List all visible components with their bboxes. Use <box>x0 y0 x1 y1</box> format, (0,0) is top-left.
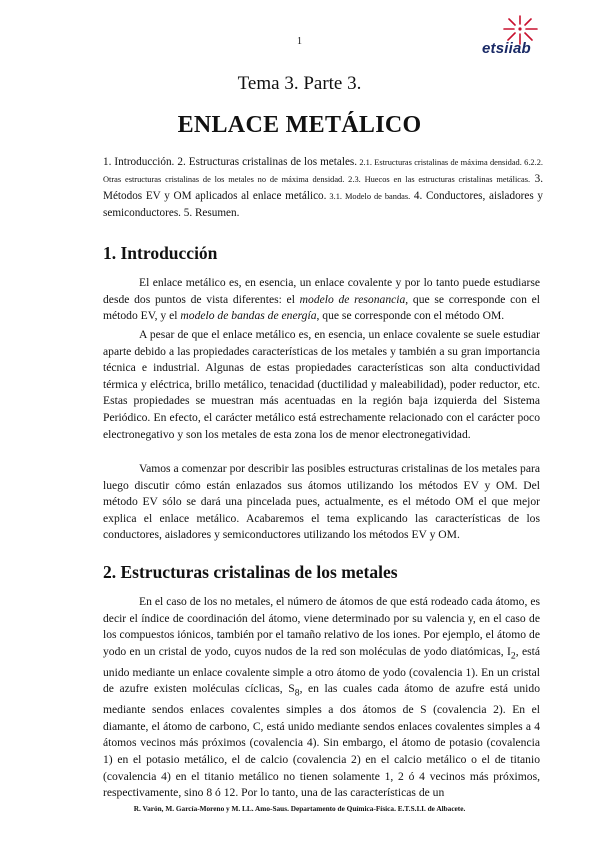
logo <box>482 14 562 70</box>
table-of-contents <box>103 154 543 221</box>
toc-sub-2: 3.1. Modelo de bandas. <box>326 192 411 201</box>
toc-main-1: 1. Introducción. 2. Estructuras cristalinas de los metales. <box>103 156 358 168</box>
toc-main-2: 3. Métodos EV y OM aplicados al enlace metálico. <box>103 173 543 202</box>
term-modelo-bandas: modelo de bandas de energía <box>180 309 317 323</box>
page-number: 1 <box>297 36 302 47</box>
section-heading-introduccion: 1. Introducción <box>103 243 218 263</box>
toc-sub-1: 2.1. Estructuras cristalinas de máxima densidad. 6.2.2. Otras estructuras cristalinas de los metales no de máxima densidad. 2.3. Huecos en las estructuras cristalinas metálicas. <box>103 158 543 184</box>
paragraph-intro-1: El enlace metálico es, en esencia, un enlace covalente y por lo tanto puede estudiarse desde dos puntos de vista diferentes: el modelo de resonancia, que se corresponde con el método EV, y el modelo de bandas de energía, que se corresponde con el método OM. <box>103 276 540 323</box>
paragraph-estructuras-1: En el caso de los no metales, el número de átomos de que está rodeado cada átomo, es decir el índice de coordinación del átomo, viene determinado por su valencia y, en el caso de los compuestos iónicos, también por el tamaño relativo de los iones. Por ejemplo, el átomo de yodo en un cristal de yodo, cuyos nudos de la red son moléculas de yodo diatómicas, $I_2$, está unido mediante un enlace covalente simple a otro átomo de yodo (covalencia 1). En un cristal de azufre existen moléculas cíclicas, $S_8$, en las cuales cada átomo de azufre está unido mediante sendos enlaces covalentes simples a dos átomos de S (covalencia 2). En el diamante, el átomo de carbono, C, está unido mediante sendos enlaces covalentes simples a 4 átomos vecinos más próximos (covalencia 4). Sin embargo, el átomo de potasio (covalencia 1) en el potasio metálico, el de calcio (covalencia 2) en el calcio metálico o el de titanio (covalencia 4) en el titanio metálico no tienen solamente 1, 2 ó 4 vecinos más próximos, respectivamente, sino 8 ó 12. Por lo tanto, una de las características de un <box>103 595 540 800</box>
paragraph-intro-3: Vamos a comenzar por describir las posibles estructuras cristalinas de los metales para luego discutir cómo están enlazados sus átomos utilizando los métodos EV y OM. Del método EV sólo se dará una pincelada pues, actualmente, es el método OM el que mejor explica el enlace metálico. Acabaremos el tema explicando las características de los conductores, aisladores y semiconductores utilizando los métodos EV y OM. <box>103 462 540 542</box>
document-subtitle: Tema 3. Parte 3. <box>237 73 362 94</box>
page-footer: R. Varón, M. García-Moreno y M. LL. Amo-Saus. Departamento de Química-Física. E.T.S.I.I. de Albacete. <box>133 804 466 813</box>
term-modelo-resonancia: modelo de resonancia <box>299 292 406 306</box>
logo-text: etsiiab <box>482 40 531 57</box>
paragraph-intro-2: A pesar de que el enlace metálico es, en esencia, un enlace covalente se suele estudiar aparte debido a las propiedades características de los metales y también a su gran importancia técnica e industrial. Algunas de estas propiedades características son alta conductividad térmica y eléctrica, brillo metálico, tenacidad (ductilidad y maleabilidad), poder reductor, etc. Estas propiedades se muestran más acentuadas en la región baja izquierda del Sistema Periódico. En efecto, el carácter metálico está estrechamente relacionado con el carácter poco electronegativo y son los metales de esta zona los de menor electronegatividad. <box>103 328 540 441</box>
toc-main-3: 4. Conductores, aisladores y semiconductores. 5. Resumen. <box>103 190 543 219</box>
document-title: ENLACE METÁLICO <box>177 112 422 138</box>
section-heading-estructuras: 2. Estructuras cristalinas de los metales <box>103 562 398 582</box>
